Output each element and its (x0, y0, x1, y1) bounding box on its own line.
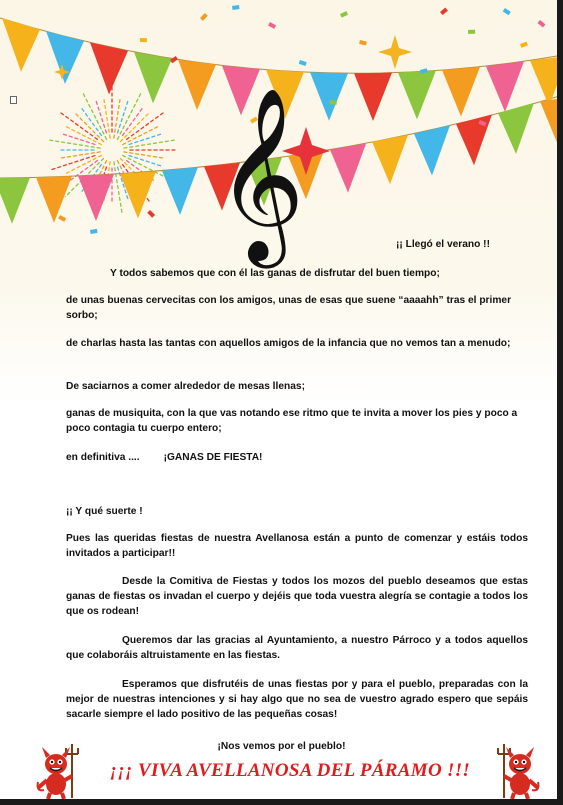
bottom-frame-edge (0, 799, 563, 805)
pennant-flag (330, 144, 366, 193)
pennant-flag (2, 18, 40, 72)
paragraph-5: ganas de musiquita, con la que vas notando ese ritmo que te invita a mover los pies y poco a poco contagia tu cuerpo entero; (66, 408, 518, 434)
paragraph-3: de charlas hasta las tantas con aquellos amigos de la infancia que no vemos tan a menudo; (66, 338, 511, 349)
paragraph-2: de unas buenas cervecitas con los amigos, unas de esas que suene “aaaahh” tras el primer sorbo; (66, 295, 512, 321)
firework-ray (123, 126, 159, 144)
paragraph-6 (66, 450, 528, 465)
confetti-piece (340, 11, 348, 18)
summer-greeting: ¡¡ Llegó el verano !! (396, 239, 490, 250)
confetti-piece (170, 56, 178, 63)
pennant-flag (36, 176, 72, 223)
confetti-piece (520, 42, 528, 48)
firework-ray (123, 108, 143, 136)
firework-ray (66, 126, 102, 144)
pennant-flag (414, 125, 450, 175)
pennant-flag (178, 60, 216, 110)
paragraph-1: Y todos sabemos que con él las ganas de disfrutar del buen tiempo; (110, 268, 440, 279)
confetti-piece (468, 30, 475, 34)
checkbox-mark (10, 96, 17, 104)
firework-ray (66, 155, 102, 173)
confetti-piece (58, 215, 66, 222)
paragraph-9: Desde la Comitiva de Fiestas y todos los mozos del pueblo deseamos que estas ganas de fiestas os invadan el cuerpo y dejéis que toda vuestra alegría se contagie a todos los que os rodean! (66, 576, 528, 617)
pennant-flag (442, 67, 480, 117)
fireworks-icon (47, 84, 178, 215)
confetti-piece (299, 60, 307, 66)
treble-clef-icon (216, 87, 305, 269)
paragraph-10: Queremos dar las gracias al Ayuntamiento, a nuestro Párroco y a todos aquellos que colaboráis altruistamente en las fiestas. (66, 635, 528, 661)
pennant-flag (486, 61, 524, 111)
pennant-flag (78, 174, 114, 221)
pennant-flag (398, 70, 436, 119)
confetti-piece (90, 229, 98, 234)
pennant-flag (310, 72, 348, 120)
pennant-flag (498, 103, 534, 154)
firework-ray (114, 99, 120, 139)
right-frame-edge (557, 0, 563, 805)
confetti-piece (330, 100, 337, 105)
confetti-piece (503, 8, 511, 15)
paragraph-7: ¡¡ Y qué suerte ! (66, 506, 143, 517)
pennant-flag (90, 42, 128, 94)
firework-ray (81, 108, 101, 136)
confetti-piece (140, 38, 147, 42)
devil-icon (492, 742, 542, 800)
closing-line: ¡Nos vemos por el pueblo! (217, 741, 346, 752)
pennant-flag (354, 73, 392, 121)
firework-ray (61, 152, 101, 158)
confetti-piece (232, 5, 239, 10)
devil-icon (34, 742, 84, 800)
viva-slogan: ¡¡¡ VIVA AVELLANOSA DEL PÁRAMO !!! (109, 760, 471, 781)
pennant-flag (372, 135, 408, 184)
firework-ray (104, 99, 110, 139)
confetti-piece (537, 20, 545, 28)
firework-ray (75, 113, 103, 141)
confetti-piece (147, 210, 155, 218)
pennant-flag (46, 31, 84, 84)
paragraph-8: Pues las queridas fiestas de nuestra Avellanosa están a punto de comenzar y estáis todos invitados a participar!! (66, 533, 528, 559)
confetti-piece (440, 8, 448, 16)
firework-ray (124, 152, 164, 158)
confetti-piece (359, 40, 367, 45)
ganas-de-fiesta: ¡GANAS DE FIESTA! (163, 452, 263, 463)
confetti-piece (200, 13, 208, 21)
firework-ray (120, 113, 148, 141)
paragraph-4: De saciarnos a comer alrededor de mesas llenas; (66, 381, 305, 392)
confetti-piece (268, 22, 276, 29)
paragraph-11: Esperamos que disfrutéis de unas fiestas por y para el pueblo, preparadas con la mejor de nuestras intenciones y si hay algo que no sea de vuestro agrado espero que sepáis sacarle siempre el lado positivo de las pequeñas cosas! (66, 679, 528, 720)
svg-text:𝄞: 𝄞 (216, 87, 305, 261)
paragraph-6-lead: en definitiva .... (66, 452, 140, 463)
pennant-flag (456, 114, 492, 165)
pennant-flag (0, 178, 30, 224)
pennant-flag (162, 167, 198, 215)
